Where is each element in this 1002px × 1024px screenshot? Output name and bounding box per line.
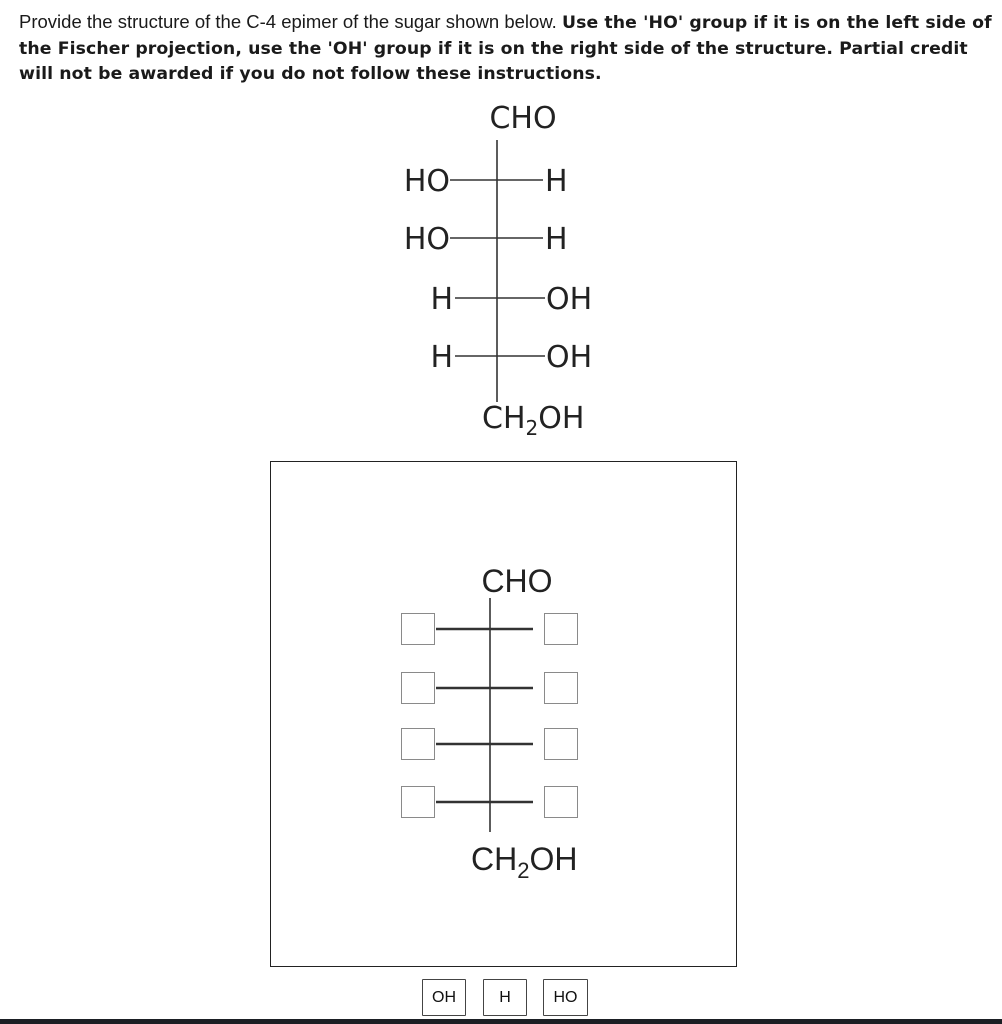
ans-bottom-ch: CH <box>471 841 518 877</box>
question-intro: Provide the structure of the C-4 epimer of the sugar shown below. <box>19 11 557 32</box>
ref-top-group: CHO <box>489 101 557 136</box>
ans-bottom-oh: OH <box>529 841 578 877</box>
ref-bottom-subscript: 2 <box>525 416 539 440</box>
drop-slot-row-4-left[interactable] <box>401 786 435 818</box>
drop-slot-row-1-left[interactable] <box>401 613 435 645</box>
drop-slot-row-3-left[interactable] <box>401 728 435 760</box>
ref-row-4-left: H <box>430 340 453 375</box>
answer-fischer-projection <box>271 462 735 965</box>
ref-row-1-left: HO <box>403 164 450 199</box>
ans-top-group: CHO <box>481 563 553 599</box>
ref-row-1-right: H <box>545 164 568 199</box>
drop-slot-row-1-right[interactable] <box>544 613 578 645</box>
ans-bottom-subscript: 2 <box>517 858 530 883</box>
chip-oh[interactable]: OH <box>422 979 466 1016</box>
ref-bottom-ch: CH <box>482 401 526 436</box>
drop-slot-row-4-right[interactable] <box>544 786 578 818</box>
ref-row-3-left: H <box>430 282 453 317</box>
drop-slot-row-3-right[interactable] <box>544 728 578 760</box>
answer-drawing-area <box>270 461 737 967</box>
drop-slot-row-2-left[interactable] <box>401 672 435 704</box>
ref-bottom-oh: OH <box>538 401 585 436</box>
drop-slot-row-2-right[interactable] <box>544 672 578 704</box>
ref-row-2-right: H <box>545 222 568 257</box>
ans-bottom-group <box>471 841 577 883</box>
chip-h[interactable]: H <box>483 979 527 1016</box>
chip-ho[interactable]: HO <box>543 979 588 1016</box>
ref-row-4-right: OH <box>546 340 593 375</box>
ref-row-2-left: HO <box>403 222 450 257</box>
ref-bottom-group <box>482 401 584 440</box>
ref-row-3-right: OH <box>546 282 593 317</box>
bottom-bar <box>0 1019 1002 1024</box>
question-instructions: Use the 'HO' group if it is on the left side of the Fischer projection, use the 'OH' group if it is on the right side of the structure. Partial credit will not be awarded if you do not follow these instructions. <box>19 13 992 84</box>
reference-fischer-projection <box>0 0 1002 450</box>
